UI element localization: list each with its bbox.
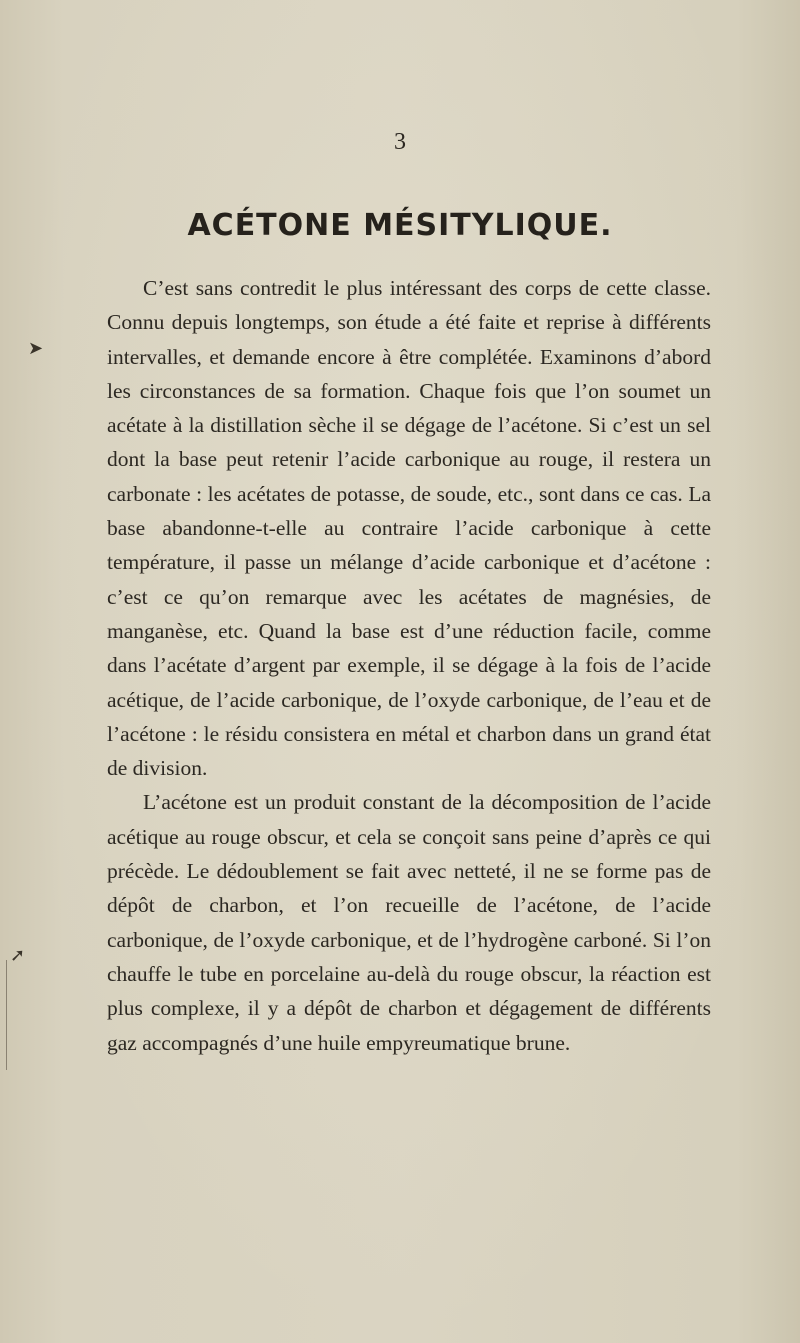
chapter-title: ACÉTONE MÉSITYLIQUE. [187,208,613,243]
page-number: 3 [394,129,406,155]
margin-arrow-icon: ➤ [28,338,44,358]
page-edge-line [6,960,7,1070]
paragraph-2: L’acétone est un produit constant de la décomposition de l’acide acétique au rouge obscur, et cela se conçoit sans peine d’après ce qui précède. Le dédoublement se fait avec netteté, il ne se forme pas de dépôt de charbon, et l’on recueille de l’acétone, de l’acide carbonique, de l’oxyde carbonique, et de l’hydrogène carboné. Si l’on chauffe le tube en porcelaine au-delà du rouge obscur, la réaction est plus complexe, il y a dépôt de charbon et dégagement de différents gaz accompagnés d’une huile empyreumatique brune. [107,790,711,1055]
body-text [107,271,711,1060]
paragraph-1: C’est sans contredit le plus intéressant des corps de cette classe. Connu depuis longtemps, son étude a été faite et reprise à différents intervalles, et demande encore à être complétée. Examinons d’abord les circonstances de sa formation. Chaque fois que l’on soumet un acétate à la distillation sèche il se dégage de l’acétone. Si c’est un sel dont la base peut retenir l’acide carbonique au rouge, il restera un carbonate : les acétates de potasse, de soude, etc., sont dans ce cas. La base abandonne-t-elle au contraire l’acide carbonique à cette température, il passe un mélange d’acide carbonique et d’acétone : c’est ce qu’on remarque avec les acétates de magnésies, de manganèse, etc. Quand la base est d’une réduction facile, comme dans l’acétate d’argent par exemple, il se dégage à la fois de l’acide acétique, de l’acide carbonique, de l’oxyde carbonique, de l’eau et de l’acétone : le résidu consistera en métal et charbon dans un grand état de division. [107,276,711,781]
margin-arrow-icon: ➚ [10,945,26,965]
